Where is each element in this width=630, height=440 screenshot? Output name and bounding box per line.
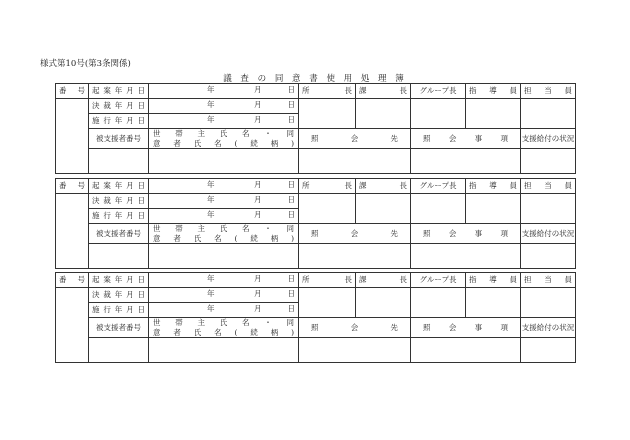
approver-section-chief xyxy=(356,179,411,194)
seal-instructor[interactable] xyxy=(466,99,521,129)
number-label-text: 番 号 xyxy=(59,275,85,285)
household-name-value[interactable] xyxy=(149,338,299,363)
inquiry-target-label-text: 照 会 先 xyxy=(311,228,398,238)
recipient-number-label xyxy=(89,318,149,338)
approver-group-leader-text: グループ長 xyxy=(419,86,457,96)
form-number: 様式第10号(第3条関係) xyxy=(40,59,131,69)
number-value[interactable] xyxy=(56,288,89,363)
seal-group-leader[interactable] xyxy=(411,99,466,129)
approver-director xyxy=(299,273,356,288)
drafting-year: 年 xyxy=(207,85,215,94)
enforcement-day: 日 xyxy=(287,304,295,313)
approver-section-chief-text: 課 長 xyxy=(359,275,407,285)
decision-day: 日 xyxy=(287,289,295,298)
approver-group-leader-text: グループ長 xyxy=(419,275,457,285)
decision-date-label-text: 決 裁 年 月 日 xyxy=(92,290,145,300)
number-label-text: 番 号 xyxy=(59,86,85,96)
recipient-number-label xyxy=(89,129,149,149)
household-name-line1: 世 帯 主 氏 名 ・ 同 xyxy=(153,317,294,327)
drafting-month: 月 xyxy=(254,85,262,94)
recipient-number-label-text: 被支援者番号 xyxy=(96,322,141,332)
seal-staff[interactable] xyxy=(521,288,576,318)
inquiry-items-label xyxy=(411,224,521,244)
approver-section-chief-text: 課 長 xyxy=(359,86,407,96)
approver-director-text: 所 長 xyxy=(302,275,352,285)
seal-group-leader[interactable] xyxy=(411,194,466,224)
support-status-label xyxy=(521,129,576,149)
inquiry-items-label xyxy=(411,318,521,338)
approver-staff-text: 担 当 員 xyxy=(524,275,572,285)
support-status-label-text: 支援給付の状況 xyxy=(521,228,575,238)
recipient-number-value[interactable] xyxy=(89,338,149,363)
approver-group-leader xyxy=(411,179,466,194)
household-name-value[interactable] xyxy=(149,149,299,174)
enforcement-day: 日 xyxy=(287,210,295,219)
decision-date-label-text: 決 裁 年 月 日 xyxy=(92,196,145,206)
drafting-date-label-text: 起 案 年 月 日 xyxy=(92,86,145,96)
seal-director[interactable] xyxy=(299,99,356,129)
inquiry-target-value[interactable] xyxy=(299,338,411,363)
approver-instructor-text: 指 導 員 xyxy=(469,275,517,285)
approver-group-leader xyxy=(411,273,466,288)
decision-year: 年 xyxy=(207,289,215,298)
number-label xyxy=(56,84,89,99)
number-value[interactable] xyxy=(56,194,89,269)
drafting-year: 年 xyxy=(207,180,215,189)
drafting-month: 月 xyxy=(254,274,262,283)
approver-staff-text: 担 当 員 xyxy=(524,181,572,191)
drafting-day: 日 xyxy=(287,274,295,283)
drafting-date-value[interactable] xyxy=(149,84,299,99)
seal-director[interactable] xyxy=(299,288,356,318)
seal-section-chief[interactable] xyxy=(356,194,411,224)
support-status-blank xyxy=(521,244,576,269)
decision-date-value[interactable] xyxy=(149,288,299,303)
enforcement-year: 年 xyxy=(207,304,215,313)
inquiry-items-value[interactable] xyxy=(411,338,521,363)
support-status-label xyxy=(521,224,576,244)
seal-staff[interactable] xyxy=(521,194,576,224)
inquiry-target-label xyxy=(299,318,411,338)
household-name-value[interactable] xyxy=(149,244,299,269)
approver-staff xyxy=(521,84,576,99)
drafting-date-value[interactable] xyxy=(149,273,299,288)
approver-instructor-text: 指 導 員 xyxy=(469,86,517,96)
household-name-line1: 世 帯 主 氏 名 ・ 同 xyxy=(153,223,294,233)
household-name-label xyxy=(149,129,299,149)
enforcement-date-label xyxy=(89,209,149,224)
household-name-label xyxy=(149,224,299,244)
household-name-line1: 世 帯 主 氏 名 ・ 同 xyxy=(153,128,294,138)
inquiry-items-label-text: 照 会 事 項 xyxy=(423,228,508,238)
household-name-line2: 意 者 氏 名 ( 続 柄 ) xyxy=(153,233,294,243)
drafting-date-label-text: 起 案 年 月 日 xyxy=(92,181,145,191)
seal-section-chief[interactable] xyxy=(356,99,411,129)
support-status-label xyxy=(521,318,576,338)
drafting-day: 日 xyxy=(287,85,295,94)
approver-director xyxy=(299,84,356,99)
approver-section-chief xyxy=(356,84,411,99)
support-status-label-text: 支援給付の状況 xyxy=(521,322,575,332)
approver-instructor xyxy=(466,179,521,194)
enforcement-date-label-text: 施 行 年 月 日 xyxy=(92,116,145,126)
recipient-number-label xyxy=(89,224,149,244)
decision-month: 月 xyxy=(254,100,262,109)
approver-instructor-text: 指 導 員 xyxy=(469,181,517,191)
seal-section-chief[interactable] xyxy=(356,288,411,318)
household-name-line2: 意 者 氏 名 ( 続 柄 ) xyxy=(153,327,294,337)
inquiry-target-label-text: 照 会 先 xyxy=(311,322,398,332)
support-status-blank xyxy=(521,149,576,174)
enforcement-year: 年 xyxy=(207,115,215,124)
recipient-number-value[interactable] xyxy=(89,244,149,269)
inquiry-items-value[interactable] xyxy=(411,149,521,174)
inquiry-target-value[interactable] xyxy=(299,149,411,174)
inquiry-target-label xyxy=(299,224,411,244)
enforcement-date-label-text: 施 行 年 月 日 xyxy=(92,305,145,315)
support-status-label-text: 支援給付の状況 xyxy=(521,133,575,143)
approver-director xyxy=(299,179,356,194)
support-status-blank xyxy=(521,338,576,363)
seal-director[interactable] xyxy=(299,194,356,224)
approver-instructor xyxy=(466,84,521,99)
approver-director-text: 所 長 xyxy=(302,86,352,96)
register-block-2 xyxy=(55,178,576,269)
seal-instructor[interactable] xyxy=(466,288,521,318)
enforcement-month: 月 xyxy=(254,210,262,219)
inquiry-items-label-text: 照 会 事 項 xyxy=(423,322,508,332)
drafting-date-label xyxy=(89,179,149,194)
decision-date-label xyxy=(89,288,149,303)
household-name-label xyxy=(149,318,299,338)
enforcement-date-value[interactable] xyxy=(149,303,299,318)
seal-group-leader[interactable] xyxy=(411,288,466,318)
inquiry-items-label xyxy=(411,129,521,149)
decision-date-label-text: 決 裁 年 月 日 xyxy=(92,101,145,111)
approver-section-chief xyxy=(356,273,411,288)
recipient-number-value[interactable] xyxy=(89,149,149,174)
drafting-date-label xyxy=(89,273,149,288)
form-title: 議 査 の 同 意 書 使 用 処 理 簿 xyxy=(223,74,407,84)
decision-date-value[interactable] xyxy=(149,99,299,114)
enforcement-day: 日 xyxy=(287,115,295,124)
approver-section-chief-text: 課 長 xyxy=(359,181,407,191)
drafting-month: 月 xyxy=(254,180,262,189)
decision-date-label xyxy=(89,194,149,209)
drafting-date-label-text: 起 案 年 月 日 xyxy=(92,275,145,285)
approver-director-text: 所 長 xyxy=(302,181,352,191)
seal-staff[interactable] xyxy=(521,99,576,129)
seal-instructor[interactable] xyxy=(466,194,521,224)
inquiry-items-label-text: 照 会 事 項 xyxy=(423,133,508,143)
decision-month: 月 xyxy=(254,195,262,204)
recipient-number-label-text: 被支援者番号 xyxy=(96,133,141,143)
drafting-date-value[interactable] xyxy=(149,179,299,194)
enforcement-month: 月 xyxy=(254,115,262,124)
drafting-year: 年 xyxy=(207,274,215,283)
register-block-1 xyxy=(55,83,576,174)
decision-date-value[interactable] xyxy=(149,194,299,209)
enforcement-year: 年 xyxy=(207,210,215,219)
drafting-day: 日 xyxy=(287,180,295,189)
number-label xyxy=(56,179,89,194)
enforcement-month: 月 xyxy=(254,304,262,313)
approver-group-leader xyxy=(411,84,466,99)
decision-year: 年 xyxy=(207,100,215,109)
approver-group-leader-text: グループ長 xyxy=(419,181,457,191)
enforcement-date-value[interactable] xyxy=(149,114,299,129)
recipient-number-label-text: 被支援者番号 xyxy=(96,228,141,238)
inquiry-target-label xyxy=(299,129,411,149)
inquiry-target-value[interactable] xyxy=(299,244,411,269)
approver-instructor xyxy=(466,273,521,288)
household-name-line2: 意 者 氏 名 ( 続 柄 ) xyxy=(153,138,294,148)
number-label xyxy=(56,273,89,288)
register-block-3 xyxy=(55,272,576,363)
number-label-text: 番 号 xyxy=(59,181,85,191)
approver-staff xyxy=(521,179,576,194)
enforcement-date-label xyxy=(89,114,149,129)
decision-day: 日 xyxy=(287,195,295,204)
inquiry-items-value[interactable] xyxy=(411,244,521,269)
approver-staff-text: 担 当 員 xyxy=(524,86,572,96)
decision-day: 日 xyxy=(287,100,295,109)
enforcement-date-label-text: 施 行 年 月 日 xyxy=(92,211,145,221)
decision-year: 年 xyxy=(207,195,215,204)
decision-date-label xyxy=(89,99,149,114)
number-value[interactable] xyxy=(56,99,89,174)
approver-staff xyxy=(521,273,576,288)
drafting-date-label xyxy=(89,84,149,99)
decision-month: 月 xyxy=(254,289,262,298)
inquiry-target-label-text: 照 会 先 xyxy=(311,133,398,143)
enforcement-date-value[interactable] xyxy=(149,209,299,224)
enforcement-date-label xyxy=(89,303,149,318)
